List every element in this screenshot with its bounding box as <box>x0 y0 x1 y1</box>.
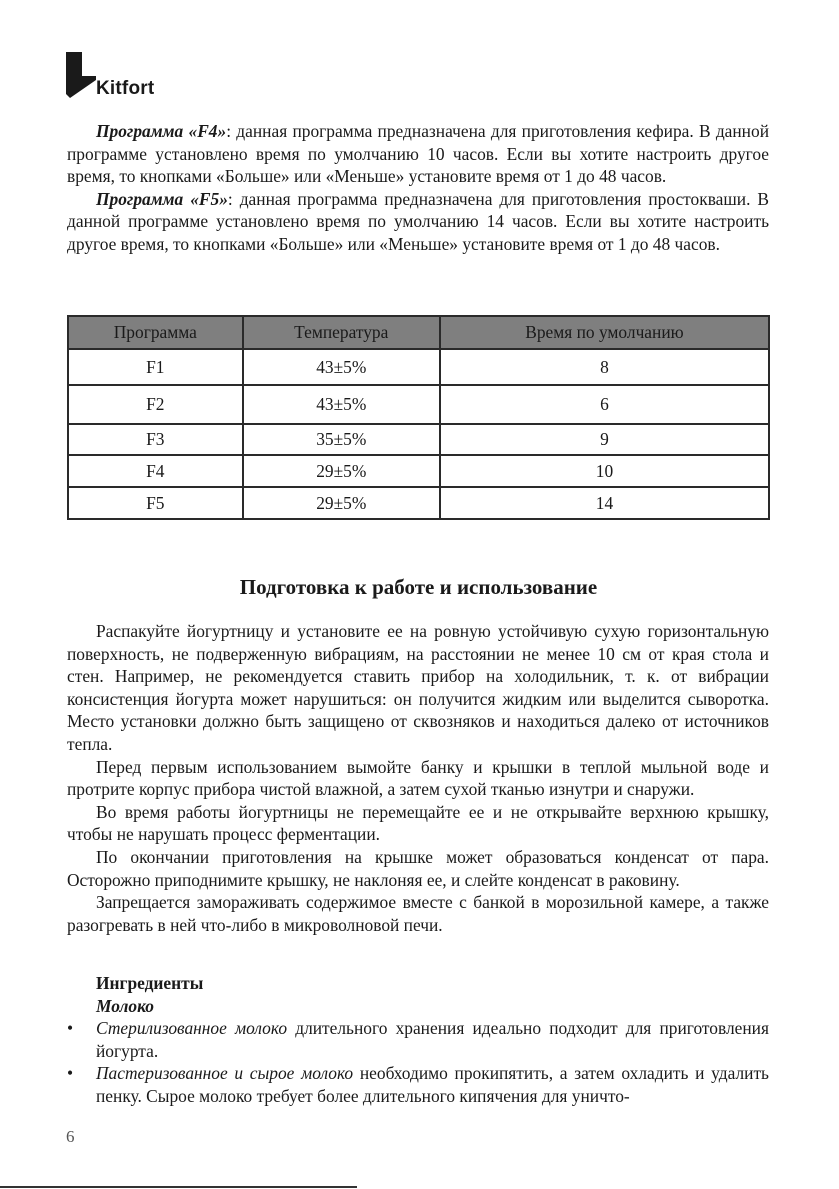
milk-list <box>67 1017 769 1107</box>
list-item-term: Стерилизованное молоко <box>96 1018 288 1039</box>
kitfort-logo-icon <box>66 50 96 98</box>
cell-program: F2 <box>68 385 243 424</box>
list-item <box>67 1017 769 1062</box>
program-f4-label: Программа «F4» <box>96 121 227 141</box>
cell-temperature: 43±5% <box>243 385 440 424</box>
cell-default-time: 14 <box>440 487 769 519</box>
col-header-temperature: Температура <box>243 316 440 349</box>
milk-subheading: Молоко <box>96 995 154 1016</box>
table-row <box>68 424 769 455</box>
list-item-term: Пастеризованное и сырое молоко <box>96 1063 354 1084</box>
brand-name: Kitfort <box>96 78 155 99</box>
ingredients-heading: Ингредиенты <box>96 973 204 993</box>
ingredients-section <box>67 972 769 1108</box>
table-row <box>68 385 769 424</box>
program-descriptions <box>67 120 769 256</box>
usage-paragraph: Перед первым использованием вымойте банку и крышки в теплой мыльной воде и протрите корпус прибора чистой влажной, а затем сухой тканью изнутри и снаружи. <box>67 756 769 800</box>
table-row <box>68 349 769 385</box>
usage-paragraph: Распакуйте йогуртницу и установите ее на ровную устойчивую сухую горизонтальную поверхность, не подверженную вибрациям, на расстоянии не менее 10 см от края стола и стен. Например, не рекомендуется ставить прибор на холодильник, т. к. от вибрации консистенция йогурта может нарушиться: он получится жидким или выделится сыворотка. Место установки должно быть защищено от сквозняков и находиться далеко от источников тепла. <box>67 621 769 754</box>
cell-program: F4 <box>68 455 243 487</box>
usage-paragraph: Запрещается замораживать содержимое вместе с банкой в морозильной камере, а также разогревать в ней что-либо в микроволновой печи. <box>67 892 769 935</box>
usage-paragraph: Во время работы йогуртницы не перемещайте ее и не открывайте верхнюю крышку, чтобы не нарушать процесс ферментации. <box>67 801 769 845</box>
cell-default-time: 6 <box>440 385 769 424</box>
cell-default-time: 9 <box>440 424 769 455</box>
table-header-row <box>68 316 769 349</box>
cell-temperature: 29±5% <box>243 487 440 519</box>
cell-program: F5 <box>68 487 243 519</box>
cell-temperature: 43±5% <box>243 349 440 385</box>
table-row <box>68 455 769 487</box>
cell-default-time: 8 <box>440 349 769 385</box>
cell-default-time: 10 <box>440 455 769 487</box>
program-f5-paragraph <box>67 188 769 256</box>
cell-program: F3 <box>68 424 243 455</box>
usage-paragraph: По окончании приготовления на крышке может образоваться конденсат от пара. Осторожно приподнимите крышку, не наклоняя ее, и слейте конденсат в раковину. <box>67 846 769 890</box>
section-heading: Подготовка к работе и использование <box>239 575 598 599</box>
col-header-default-time: Время по умолчанию <box>440 316 769 349</box>
cell-program: F1 <box>68 349 243 385</box>
program-f4-text: : данная программа предназначена для приготовления кефира. В данной программе установлено время по умолчанию 10 часов. Если вы хотите настроить другое время, то кнопками «Больше» или «Меньше» установите время от 1 до 48 часов. <box>67 121 769 187</box>
list-item-text: необходимо прокипятить, а затем охладить и удалить пенку. Сырое молоко требует более длительного кипячения для уничто- <box>96 1063 769 1106</box>
program-table <box>67 315 770 520</box>
program-f5-text: : данная программа предназначена для приготовления простокваши. В данной программе установлено время по умолчанию 14 часов. Если вы хотите настроить другое время, то кнопками «Больше» или «Меньше» установите время от 1 до 48 часов. <box>67 188 769 254</box>
col-header-program: Программа <box>68 316 243 349</box>
list-item <box>67 1062 769 1107</box>
list-item-text: длительного хранения идеально подходит для приготовления йогурта. <box>96 1018 769 1061</box>
program-f4-paragraph <box>67 120 769 188</box>
usage-instructions <box>67 620 769 936</box>
bullet: • <box>67 1018 74 1039</box>
program-f5-label: Программа «F5» <box>96 188 228 209</box>
bullet: • <box>67 1063 74 1084</box>
page-number: 6 <box>66 1127 75 1146</box>
footer-rule <box>0 1186 357 1188</box>
cell-temperature: 35±5% <box>243 424 440 455</box>
cell-temperature: 29±5% <box>243 455 440 487</box>
table-row <box>68 487 769 519</box>
